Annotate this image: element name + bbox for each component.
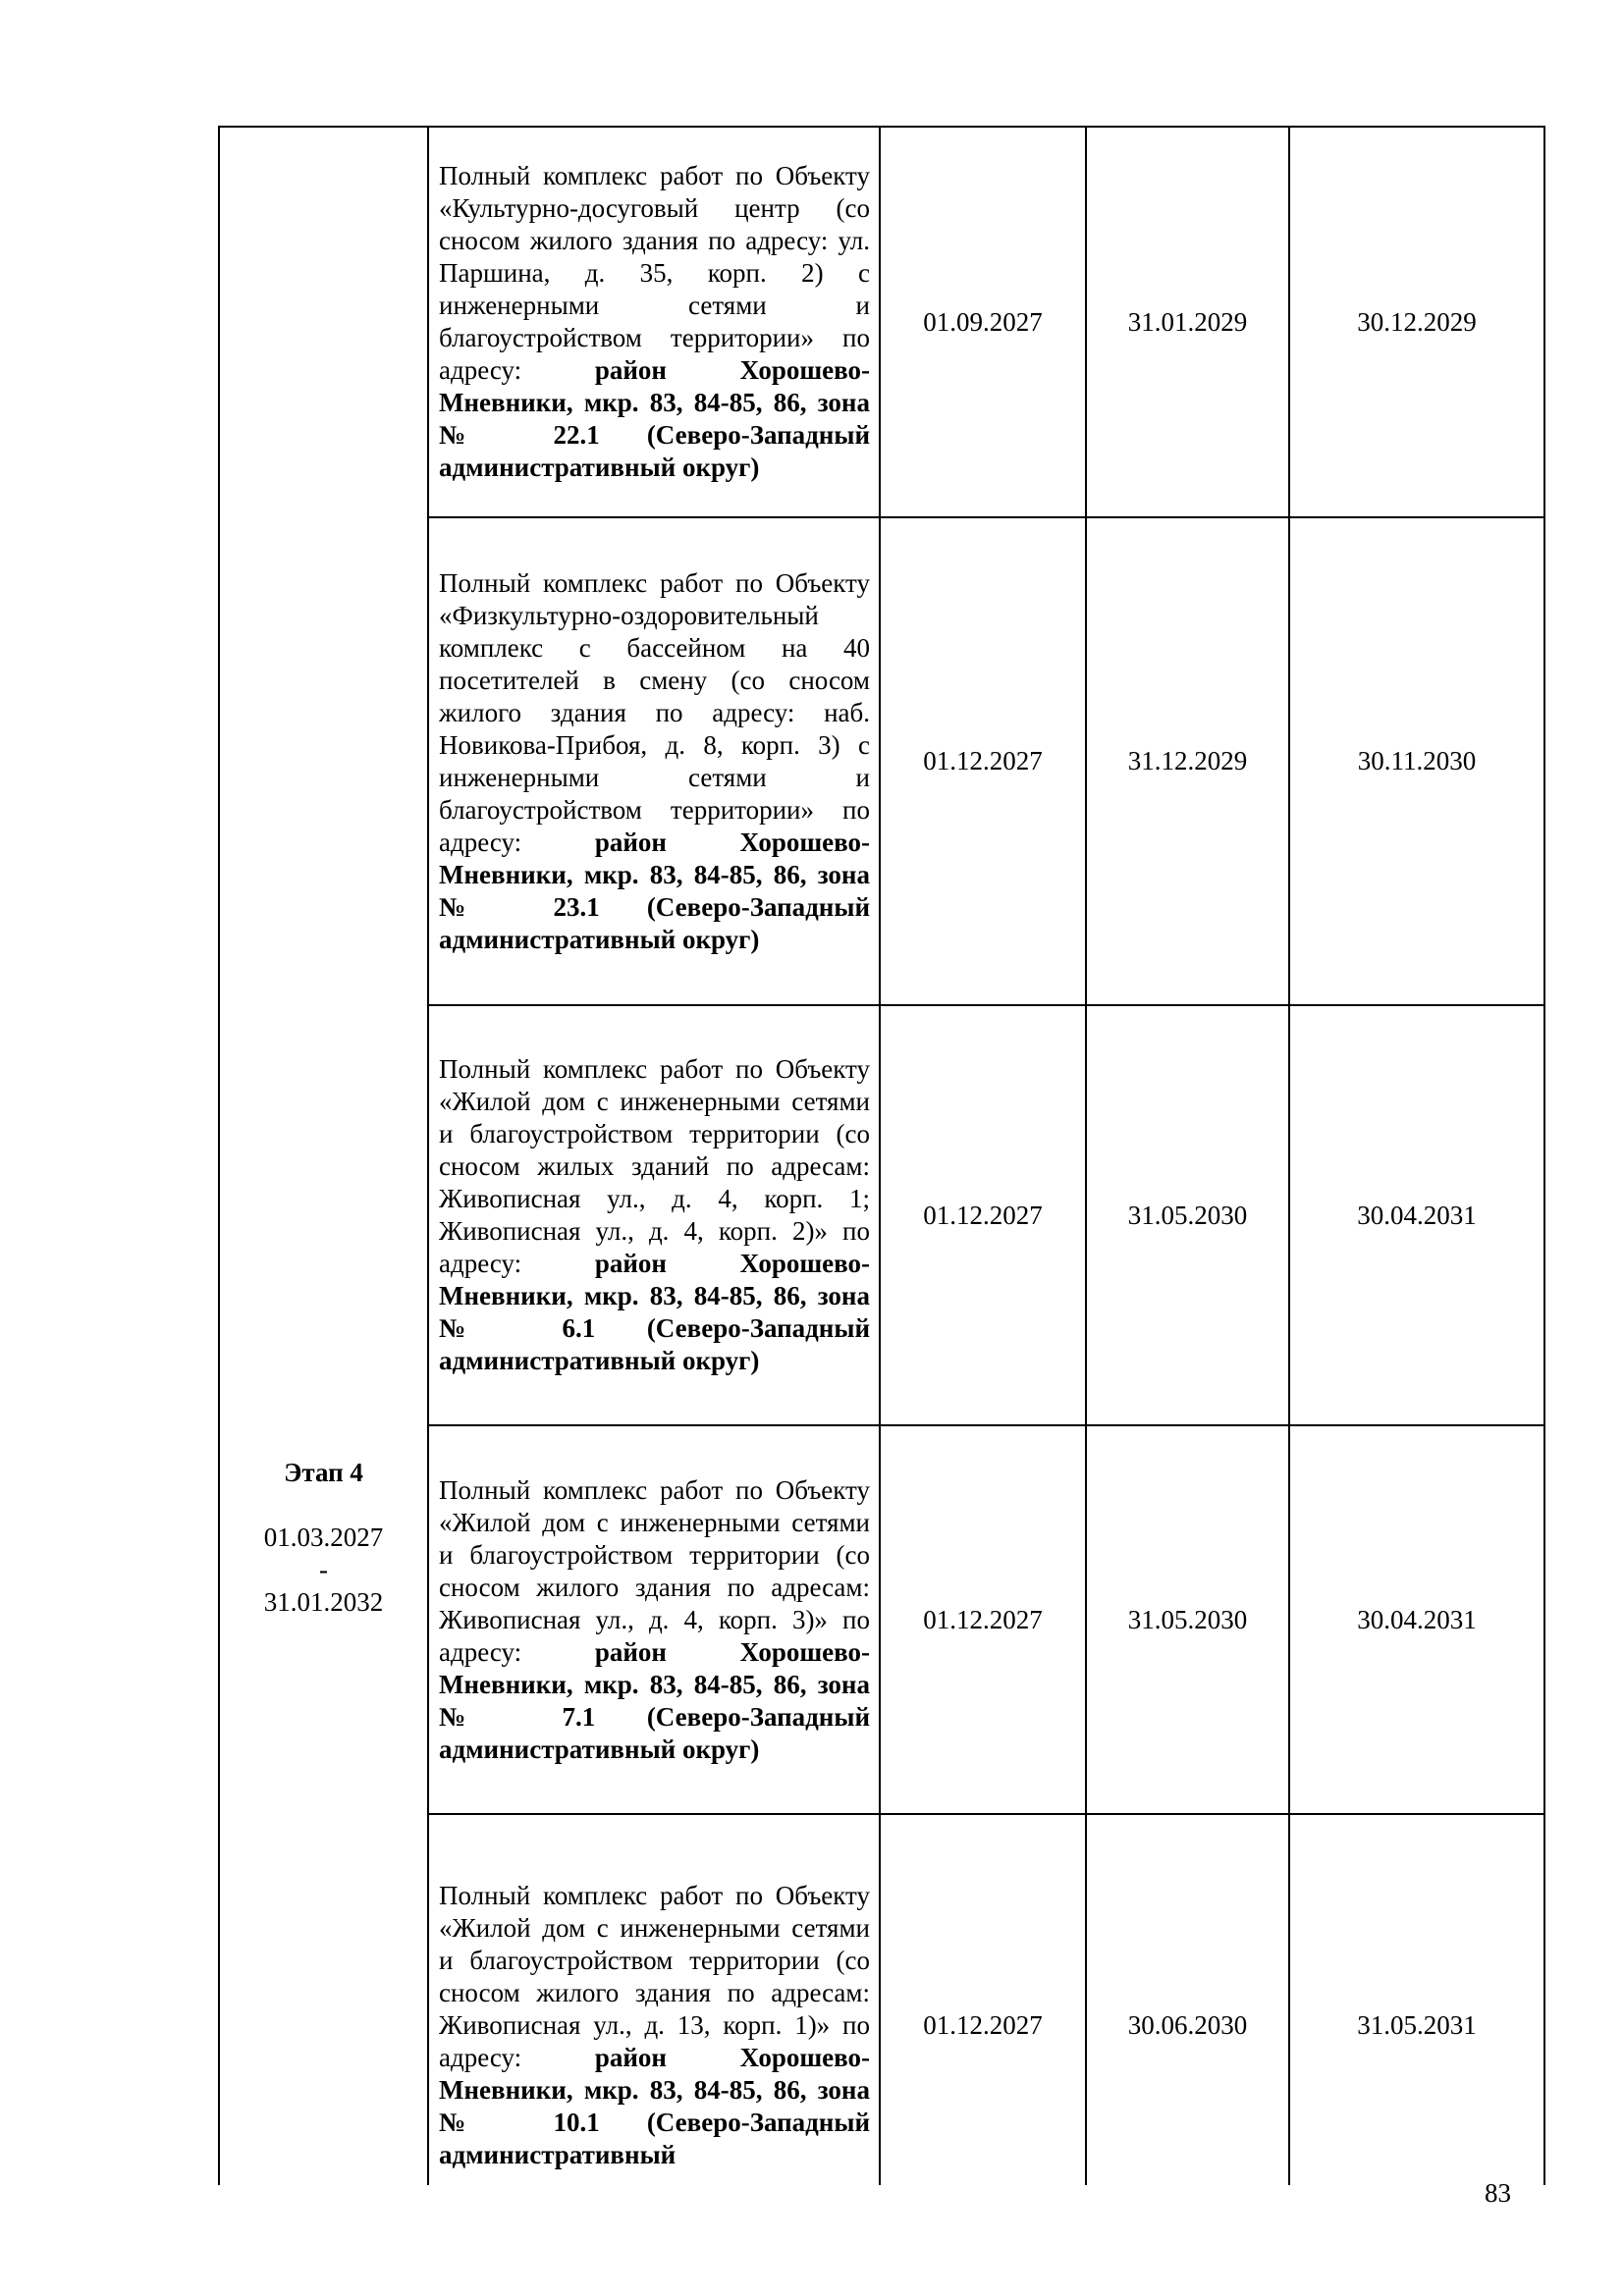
mid-date-cell: 31.05.2030 (1086, 1425, 1289, 1814)
end-date-cell: 30.12.2029 (1289, 127, 1544, 517)
schedule-table (218, 126, 1545, 2185)
work-description-text: Полный комплекс работ по Объекту «Жилой дом с инженерными сетями и благоустройством территории (со сносом жилого здания по адресам: Живописная ул., д. 13, корп. 1)» по адресу: (439, 1880, 870, 2072)
stage-cell (219, 127, 428, 2185)
start-date-cell: 01.09.2027 (880, 127, 1086, 517)
stage-spacer (221, 1489, 426, 1522)
work-address-bold: район Хорошево-Мневники, мкр. 83, 84-85, 86, зона № 6.1 (Северо-Западный административный округ) (439, 1249, 871, 1375)
work-description-cell (428, 1425, 880, 1814)
start-date-cell: 01.12.2027 (880, 1425, 1086, 1814)
page-number: 83 (1485, 2178, 1511, 2208)
mid-date-cell: 30.06.2030 (1086, 1814, 1289, 2185)
end-date-cell: 31.05.2031 (1289, 1814, 1544, 2185)
stage-date-separator: - (319, 1554, 328, 1584)
start-date-cell: 01.12.2027 (880, 1005, 1086, 1425)
mid-date-cell: 31.01.2029 (1086, 127, 1289, 517)
end-date-cell: 30.04.2031 (1289, 1425, 1544, 1814)
work-address-bold: район Хорошево-Мневники, мкр. 83, 84-85, 86, зона № 7.1 (Северо-Западный административный округ) (439, 1636, 871, 1764)
work-description-cell (428, 1814, 880, 2185)
work-address-bold: район Хорошево-Мневники, мкр. 83, 84-85, 86, зона № 23.1 (Северо-Западный административный округ) (439, 827, 871, 954)
mid-date-cell: 31.12.2029 (1086, 517, 1289, 1005)
work-description-cell (428, 127, 880, 517)
mid-date-cell: 31.05.2030 (1086, 1005, 1289, 1425)
start-date-cell: 01.12.2027 (880, 1814, 1086, 2185)
work-description-text: Полный комплекс работ по Объекту «Культурно-досуговый центр (со сносом жилого здания по адресу: ул. Паршина, д. 35, корп. 2) с инженерными сетями и благоустройством территории» по адресу: (439, 161, 870, 385)
end-date-cell: 30.04.2031 (1289, 1005, 1544, 1425)
schedule-table-region (218, 126, 1545, 2185)
end-date-cell: 30.11.2030 (1289, 517, 1544, 1005)
start-date-cell: 01.12.2027 (880, 517, 1086, 1005)
stage-date-end: 31.01.2032 (263, 1586, 384, 1617)
stage-label: Этап 4 (284, 1457, 363, 1487)
work-description-text: Полный комплекс работ по Объекту «Жилой дом с инженерными сетями и благоустройством территории (со сносом жилого здания по адресам: Живописная ул., д. 4, корп. 3)» по адресу: (439, 1474, 870, 1667)
table-row (219, 127, 1544, 517)
work-description-cell (428, 517, 880, 1005)
work-description-text: Полный комплекс работ по Объекту «Жилой дом с инженерными сетями и благоустройством территории (со сносом жилых зданий по адресам: Живописная ул., д. 4, корп. 1; Живописная ул., д. 4, корп. 2)» по адресу: (439, 1054, 870, 1278)
work-description-cell (428, 1005, 880, 1425)
work-address-bold: район Хорошево-Мневники, мкр. 83, 84-85, 86, зона № 22.1 (Северо-Западный административный округ) (439, 355, 871, 482)
stage-date-start: 01.03.2027 (263, 1522, 384, 1552)
work-address-bold: район Хорошево-Мневники, мкр. 83, 84-85, 86, зона № 10.1 (Северо-Западный административный (439, 2042, 871, 2169)
work-description-text: Полный комплекс работ по Объекту «Физкультурно-оздоровительный комплекс с бассейном на 40 посетителей в смену (со сносом жилого здания по адресу: наб. Новикова-Прибоя, д. 8, корп. 3) с инженерными сетями и благоустройством территории» по адресу: (439, 567, 870, 857)
